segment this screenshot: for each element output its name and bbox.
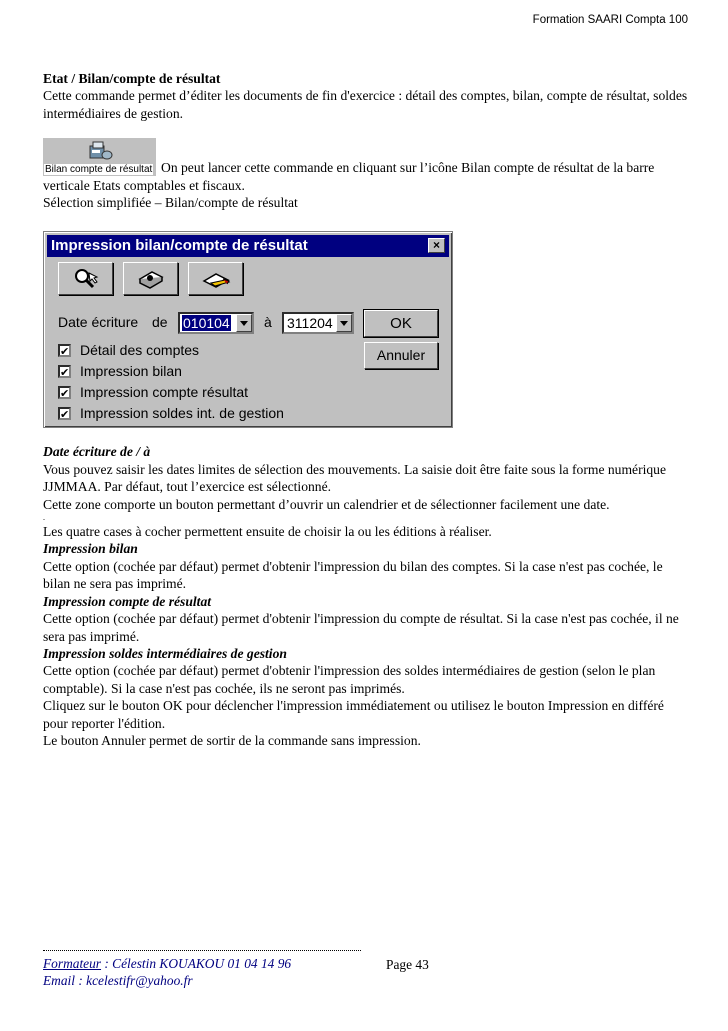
ok-text: Cliquez sur le bouton OK pour déclencher l'impression immédiatement ou utilisez le bouton Impression en différé pour reporter l'édition. bbox=[43, 698, 664, 731]
icon-caption: Bilan compte de résultat bbox=[45, 164, 153, 176]
footer-trainer bbox=[43, 955, 291, 989]
bilan-title: Impression bilan bbox=[43, 541, 138, 557]
icon-description: On peut lancer cette commande en cliquant sur l’icône Bilan compte de résultat de la barre verticale Etats comptables et fiscaux. bbox=[43, 160, 655, 193]
trainer-text: : Célestin KOUAKOU 01 04 14 96 bbox=[101, 956, 292, 971]
pencil-icon bbox=[201, 267, 231, 291]
soldes-gestion-title: Impression soldes intermédiaires de gestion bbox=[43, 645, 287, 661]
date-to-value: 311204 bbox=[287, 315, 333, 332]
date-section-title: Date écriture de / à bbox=[43, 444, 151, 460]
date-section-text: Vous pouvez saisir les dates limites de sélection des mouvements. La saisie doit être faite sous la forme numérique JJMMAA. Par défaut, tout l’exercice est sélectionné. bbox=[43, 461, 667, 495]
footer-divider bbox=[43, 950, 361, 951]
from-label: de bbox=[152, 314, 168, 331]
separator-dot: . bbox=[43, 513, 45, 523]
checkbox-label: Impression soldes int. de gestion bbox=[80, 405, 284, 422]
section-title: Etat / Bilan/compte de résultat bbox=[43, 71, 221, 86]
running-header: Formation SAARI Compta 100 bbox=[532, 14, 688, 26]
checkbox-label: Impression compte résultat bbox=[80, 384, 249, 401]
simplified-selection: Sélection simplifiée – Bilan/compte de résultat bbox=[43, 195, 298, 211]
checkbox-box[interactable] bbox=[58, 344, 71, 357]
date-label: Date écriture bbox=[58, 314, 139, 331]
chevron-down-icon[interactable] bbox=[336, 314, 352, 332]
date-from-value: 010104 bbox=[183, 315, 230, 332]
checkbox-label: Détail des comptes bbox=[80, 342, 200, 359]
bilan-text: Cette option (cochée par défaut) permet d'obtenir l'impression du bilan des comptes. Si la case n'est pas cochée, le bilan ne sera pas imprimé. bbox=[43, 558, 663, 592]
date-section-text2: Cette zone comporte un bouton permettant d’ouvrir un calendrier et de sélectionner facilement une date. bbox=[43, 496, 610, 512]
checkbox-box[interactable] bbox=[58, 407, 71, 420]
search-tool-button[interactable] bbox=[58, 262, 113, 295]
page-number: Page 43 bbox=[386, 957, 429, 972]
icon-row bbox=[43, 138, 689, 194]
compte-resultat-title: Impression compte de résultat bbox=[43, 593, 212, 609]
bilan-icon bbox=[87, 140, 113, 162]
to-label: à bbox=[264, 314, 272, 331]
printer-icon bbox=[136, 267, 166, 291]
ok-button[interactable]: OK bbox=[364, 310, 438, 337]
checks-intro: Les quatre cases à cocher permettent ensuite de choisir la ou les éditions à réaliser. bbox=[43, 524, 492, 540]
intro-text: Cette commande permet d’éditer les documents de fin d'exercice : détail des comptes, bilan, compte de résultat, soldes intermédiaires de gestion. bbox=[43, 88, 688, 121]
compte-resultat-text: Cette option (cochée par défaut) permet d'obtenir l'impression du compte de résultat. Si la case n'est pas cochée, il ne sera pas imprimé. bbox=[43, 611, 679, 644]
magnifier-icon bbox=[71, 267, 101, 291]
dialog-title: Impression bilan/compte de résultat bbox=[51, 237, 308, 255]
checkbox-box[interactable] bbox=[58, 365, 71, 378]
checkbox-label: Impression bilan bbox=[80, 363, 182, 380]
page-content bbox=[43, 70, 689, 749]
cancel-text: Le bouton Annuler permet de sortir de la commande sans impression. bbox=[43, 732, 421, 748]
dialog-titlebar bbox=[47, 235, 449, 257]
close-button[interactable]: × bbox=[428, 238, 445, 253]
date-from-select[interactable] bbox=[178, 312, 254, 334]
trainer-email: Email : kcelestifr@yahoo.fr bbox=[43, 973, 193, 988]
print-dialog bbox=[43, 231, 453, 428]
soldes-gestion-text: Cette option (cochée par défaut) permet d'obtenir l'impression des soldes intermédiaires de gestion (selon le plan comptable). Si la case n'est pas cochée, ils ne seront pas imprimés. bbox=[43, 663, 656, 696]
chevron-down-icon[interactable] bbox=[236, 314, 252, 332]
edit-tool-button[interactable] bbox=[188, 262, 243, 295]
cancel-button[interactable]: Annuler bbox=[364, 342, 438, 369]
bilan-icon-button[interactable] bbox=[43, 138, 156, 176]
trainer-label: Formateur bbox=[43, 956, 102, 971]
print-tool-button[interactable] bbox=[123, 262, 178, 295]
checkbox-box[interactable] bbox=[58, 386, 71, 399]
date-to-select[interactable] bbox=[282, 312, 354, 334]
